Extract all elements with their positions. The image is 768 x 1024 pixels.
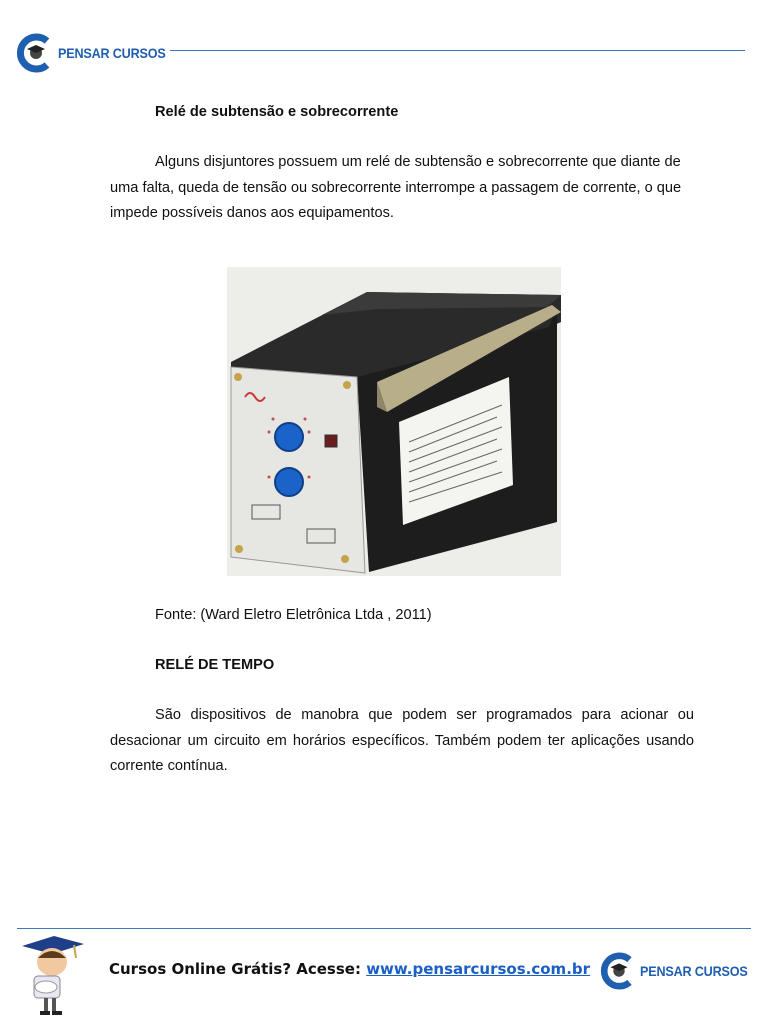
footer-link[interactable]: www.pensarcursos.com.br [366, 960, 591, 978]
header-logo[interactable] [16, 33, 178, 73]
paragraph-tempo [110, 703, 694, 780]
footer-rule [17, 928, 751, 929]
figure-caption: Fonte: (Ward Eletro Eletrônica Ltda , 2011) [155, 607, 432, 623]
pensar-cursos-logo-icon [600, 952, 638, 990]
paragraph-tempo-text: São dispositivos de manobra que podem ser programados para acionar ou desacionar um circuito em horários específicos. Também podem ter aplicações usando corrente contínua. [110, 707, 694, 774]
footer-brand-text: PENSAR CURSOS [640, 963, 748, 979]
section-heading-tempo: RELÉ DE TEMPO [155, 657, 275, 673]
pensar-cursos-logo-icon [16, 33, 56, 73]
header-rule [170, 50, 745, 51]
footer-prompt: Cursos Online Grátis? Acesse: [109, 960, 367, 978]
section-heading-subtensao: Relé de subtensão e sobrecorrente [155, 104, 399, 120]
paragraph-subtensao [110, 150, 694, 227]
graduate-mascot-icon [14, 932, 86, 1016]
header-brand-text: PENSAR CURSOS [58, 45, 166, 61]
relay-device-photo [227, 267, 561, 576]
footer-logo[interactable] [600, 952, 760, 990]
paragraph-subtensao-text: Alguns disjuntores possuem um relé de subtensão e sobrecorrente que diante de uma falta, queda de tensão ou sobrecorrente interrompe a passagem de corrente, o que impede possíveis danos aos equipamentos. [110, 154, 682, 221]
footer-cta [109, 960, 590, 978]
